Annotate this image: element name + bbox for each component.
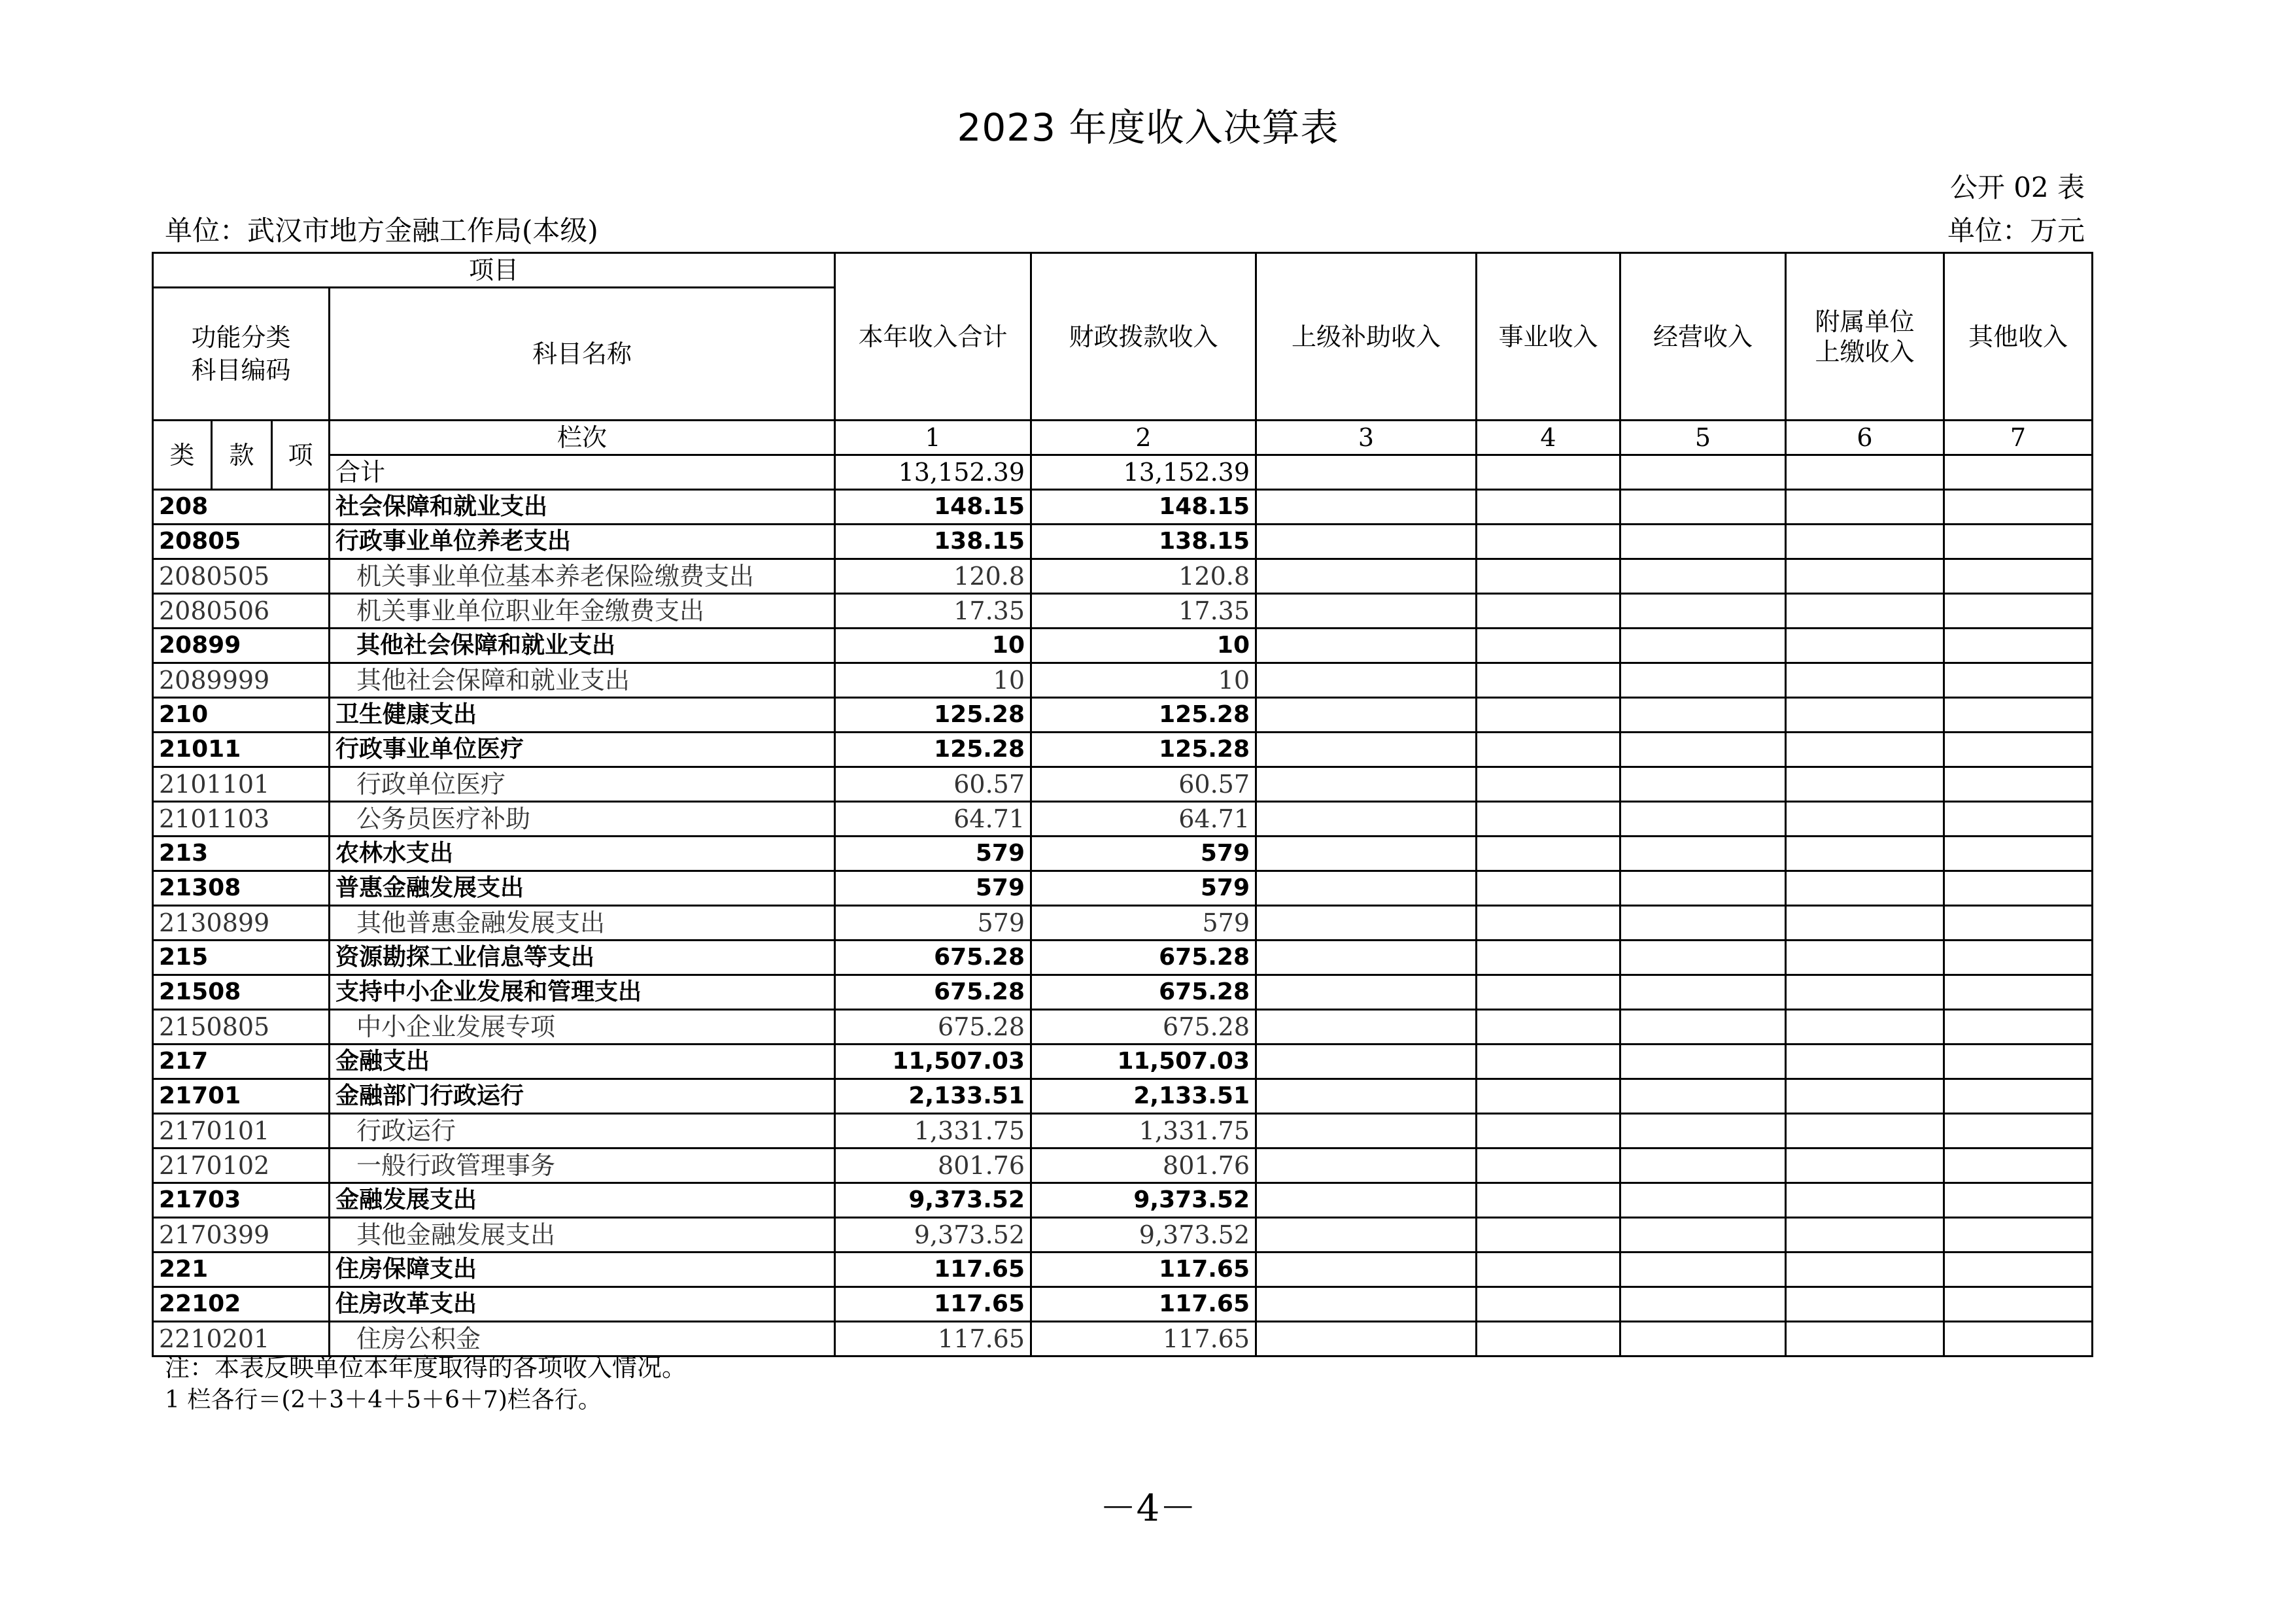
row-code: 213	[153, 837, 330, 871]
row-col-7	[1944, 698, 2093, 733]
row-name: 其他金融发展支出	[330, 1218, 835, 1253]
row-col-1: 801.76	[835, 1149, 1031, 1183]
row-col-7	[1944, 733, 2093, 767]
row-col-2: 64.71	[1031, 802, 1256, 837]
row-col-5	[1620, 975, 1786, 1010]
table-row	[153, 1010, 2093, 1045]
row-col-3	[1256, 871, 1477, 906]
row-col-2: 60.57	[1031, 767, 1256, 802]
table-row	[153, 525, 2093, 559]
header-col-5: 经营收入	[1620, 253, 1786, 421]
table-row	[153, 941, 2093, 975]
header-col-1: 本年收入合计	[835, 253, 1031, 421]
row-code: 21308	[153, 871, 330, 906]
row-col-5	[1620, 871, 1786, 906]
total-col-2: 13,152.39	[1031, 455, 1256, 490]
row-col-2: 125.28	[1031, 698, 1256, 733]
row-col-5	[1620, 802, 1786, 837]
row-col-3	[1256, 767, 1477, 802]
table-row	[153, 1287, 2093, 1322]
row-code: 2080506	[153, 594, 330, 629]
table-row	[153, 733, 2093, 767]
page-number: －4－	[1099, 1487, 1197, 1530]
row-col-3	[1256, 1010, 1477, 1045]
row-col-4	[1477, 1114, 1620, 1149]
row-col-5	[1620, 1322, 1786, 1356]
row-col-1: 9,373.52	[835, 1218, 1031, 1253]
row-col-7	[1944, 1010, 2093, 1045]
row-col-3	[1256, 594, 1477, 629]
row-col-3	[1256, 663, 1477, 698]
row-col-1: 10	[835, 629, 1031, 663]
income-table	[152, 252, 2093, 1357]
row-name: 行政事业单位养老支出	[330, 525, 835, 559]
row-col-5	[1620, 1149, 1786, 1183]
row-col-6	[1786, 733, 1944, 767]
row-name: 金融支出	[330, 1045, 835, 1079]
row-col-7	[1944, 1322, 2093, 1356]
row-col-2: 117.65	[1031, 1253, 1256, 1287]
row-col-1: 125.28	[835, 698, 1031, 733]
row-col-5	[1620, 663, 1786, 698]
row-col-7	[1944, 559, 2093, 594]
row-col-4	[1477, 1322, 1620, 1356]
row-col-6	[1786, 1218, 1944, 1253]
note-line-1: 注：本表反映单位本年度取得的各项收入情况。	[165, 1353, 687, 1382]
col-num-6: 6	[1786, 421, 1944, 455]
row-col-2: 17.35	[1031, 594, 1256, 629]
table-row	[153, 1218, 2093, 1253]
row-code: 2170399	[153, 1218, 330, 1253]
row-col-3	[1256, 1322, 1477, 1356]
row-col-5	[1620, 906, 1786, 941]
unit-organization: 单位：武汉市地方金融工作局(本级)	[165, 215, 598, 247]
row-name: 机关事业单位职业年金缴费支出	[330, 594, 835, 629]
row-col-7	[1944, 906, 2093, 941]
row-name: 住房保障支出	[330, 1253, 835, 1287]
row-col-2: 117.65	[1031, 1287, 1256, 1322]
row-code: 221	[153, 1253, 330, 1287]
table-row	[153, 1253, 2093, 1287]
row-col-7	[1944, 1183, 2093, 1218]
table-row	[153, 490, 2093, 525]
row-col-2: 148.15	[1031, 490, 1256, 525]
row-col-1: 675.28	[835, 975, 1031, 1010]
row-col-5	[1620, 490, 1786, 525]
row-name: 行政运行	[330, 1114, 835, 1149]
table-row	[153, 802, 2093, 837]
row-code: 2101101	[153, 767, 330, 802]
row-col-1: 148.15	[835, 490, 1031, 525]
row-col-2: 675.28	[1031, 1010, 1256, 1045]
row-col-6	[1786, 871, 1944, 906]
unit-currency: 单位：万元	[1947, 215, 2085, 247]
table-row	[153, 837, 2093, 871]
row-col-4	[1477, 490, 1620, 525]
row-col-5	[1620, 1218, 1786, 1253]
row-col-1: 2,133.51	[835, 1079, 1031, 1114]
header-lanci: 栏次	[330, 421, 835, 455]
row-col-1: 10	[835, 663, 1031, 698]
row-col-3	[1256, 975, 1477, 1010]
row-col-3	[1256, 698, 1477, 733]
row-col-5	[1620, 629, 1786, 663]
total-col-5	[1620, 455, 1786, 490]
row-col-7	[1944, 871, 2093, 906]
row-code: 217	[153, 1045, 330, 1079]
row-col-7	[1944, 941, 2093, 975]
row-col-2: 138.15	[1031, 525, 1256, 559]
row-name: 机关事业单位基本养老保险缴费支出	[330, 559, 835, 594]
row-code: 215	[153, 941, 330, 975]
row-col-4	[1477, 559, 1620, 594]
row-code: 2130899	[153, 906, 330, 941]
row-code: 21508	[153, 975, 330, 1010]
row-col-3	[1256, 1287, 1477, 1322]
row-col-3	[1256, 559, 1477, 594]
header-xiang: 项	[272, 421, 330, 490]
row-col-2: 675.28	[1031, 941, 1256, 975]
row-code: 208	[153, 490, 330, 525]
row-col-2: 10	[1031, 663, 1256, 698]
row-col-4	[1477, 1218, 1620, 1253]
row-name: 金融发展支出	[330, 1183, 835, 1218]
total-col-7	[1944, 455, 2093, 490]
col-num-2: 2	[1031, 421, 1256, 455]
row-col-6	[1786, 559, 1944, 594]
row-col-7	[1944, 525, 2093, 559]
row-col-7	[1944, 594, 2093, 629]
row-col-4	[1477, 837, 1620, 871]
row-col-6	[1786, 1114, 1944, 1149]
row-col-1: 17.35	[835, 594, 1031, 629]
total-col-1: 13,152.39	[835, 455, 1031, 490]
row-col-1: 60.57	[835, 767, 1031, 802]
row-col-6	[1786, 1322, 1944, 1356]
table-row	[153, 1079, 2093, 1114]
row-col-7	[1944, 1253, 2093, 1287]
row-col-3	[1256, 1045, 1477, 1079]
row-col-7	[1944, 1079, 2093, 1114]
total-col-4	[1477, 455, 1620, 490]
header-kuan: 款	[212, 421, 272, 490]
table-row	[153, 975, 2093, 1010]
row-name: 卫生健康支出	[330, 698, 835, 733]
row-col-5	[1620, 941, 1786, 975]
row-code: 2101103	[153, 802, 330, 837]
row-col-3	[1256, 1114, 1477, 1149]
row-col-4	[1477, 1045, 1620, 1079]
row-col-1: 579	[835, 871, 1031, 906]
header-col-2: 财政拨款收入	[1031, 253, 1256, 421]
row-col-3	[1256, 1218, 1477, 1253]
row-col-4	[1477, 1253, 1620, 1287]
row-name: 公务员医疗补助	[330, 802, 835, 837]
row-code: 210	[153, 698, 330, 733]
row-col-4	[1477, 1010, 1620, 1045]
row-name: 一般行政管理事务	[330, 1149, 835, 1183]
row-col-4	[1477, 733, 1620, 767]
row-col-6	[1786, 906, 1944, 941]
row-col-4	[1477, 1183, 1620, 1218]
row-col-6	[1786, 1183, 1944, 1218]
row-col-2: 10	[1031, 629, 1256, 663]
header-col-6: 附属单位 上缴收入	[1786, 253, 1944, 421]
row-col-7	[1944, 663, 2093, 698]
row-col-7	[1944, 837, 2093, 871]
row-col-1: 675.28	[835, 941, 1031, 975]
row-code: 2210201	[153, 1322, 330, 1356]
table-row	[153, 629, 2093, 663]
table-row	[153, 698, 2093, 733]
table-row	[153, 767, 2093, 802]
row-col-5	[1620, 1010, 1786, 1045]
col-num-5: 5	[1620, 421, 1786, 455]
table-row	[153, 1149, 2093, 1183]
row-col-1: 117.65	[835, 1322, 1031, 1356]
row-col-5	[1620, 1287, 1786, 1322]
row-col-3	[1256, 1149, 1477, 1183]
row-col-2: 117.65	[1031, 1322, 1256, 1356]
row-name: 其他普惠金融发展支出	[330, 906, 835, 941]
row-col-6	[1786, 698, 1944, 733]
row-col-1: 125.28	[835, 733, 1031, 767]
table-row	[153, 559, 2093, 594]
row-col-4	[1477, 525, 1620, 559]
row-col-1: 9,373.52	[835, 1183, 1031, 1218]
row-col-5	[1620, 1045, 1786, 1079]
header-col-7: 其他收入	[1944, 253, 2093, 421]
row-col-3	[1256, 906, 1477, 941]
row-code: 2170102	[153, 1149, 330, 1183]
row-code: 21011	[153, 733, 330, 767]
row-col-6	[1786, 975, 1944, 1010]
row-col-2: 579	[1031, 837, 1256, 871]
row-col-6	[1786, 1045, 1944, 1079]
row-col-5	[1620, 767, 1786, 802]
row-name: 金融部门行政运行	[330, 1079, 835, 1114]
row-col-3	[1256, 525, 1477, 559]
row-col-6	[1786, 802, 1944, 837]
row-col-1: 117.65	[835, 1253, 1031, 1287]
row-col-1: 138.15	[835, 525, 1031, 559]
row-col-4	[1477, 871, 1620, 906]
row-col-3	[1256, 1253, 1477, 1287]
row-col-7	[1944, 1149, 2093, 1183]
row-code: 2080505	[153, 559, 330, 594]
col-num-1: 1	[835, 421, 1031, 455]
form-number: 公开 02 表	[1949, 171, 2085, 203]
row-col-4	[1477, 594, 1620, 629]
table-row	[153, 871, 2093, 906]
row-col-6	[1786, 1079, 1944, 1114]
row-col-2: 120.8	[1031, 559, 1256, 594]
row-code: 20805	[153, 525, 330, 559]
row-col-6	[1786, 767, 1944, 802]
header-col-3: 上级补助收入	[1256, 253, 1477, 421]
row-col-2: 11,507.03	[1031, 1045, 1256, 1079]
row-col-5	[1620, 733, 1786, 767]
row-col-5	[1620, 1079, 1786, 1114]
row-code: 2089999	[153, 663, 330, 698]
row-col-2: 2,133.51	[1031, 1079, 1256, 1114]
row-col-1: 11,507.03	[835, 1045, 1031, 1079]
row-col-4	[1477, 1287, 1620, 1322]
row-col-4	[1477, 663, 1620, 698]
row-name: 资源勘探工业信息等支出	[330, 941, 835, 975]
col-num-4: 4	[1477, 421, 1620, 455]
row-col-6	[1786, 1287, 1944, 1322]
row-name: 社会保障和就业支出	[330, 490, 835, 525]
row-col-2: 1,331.75	[1031, 1114, 1256, 1149]
row-col-6	[1786, 594, 1944, 629]
row-col-1: 579	[835, 906, 1031, 941]
row-code: 22102	[153, 1287, 330, 1322]
row-name: 中小企业发展专项	[330, 1010, 835, 1045]
row-col-6	[1786, 1253, 1944, 1287]
row-col-5	[1620, 525, 1786, 559]
header-func-code: 功能分类 科目编码	[153, 288, 330, 421]
row-code: 20899	[153, 629, 330, 663]
table-row	[153, 1183, 2093, 1218]
row-col-6	[1786, 490, 1944, 525]
row-col-4	[1477, 975, 1620, 1010]
row-col-6	[1786, 525, 1944, 559]
row-col-4	[1477, 1079, 1620, 1114]
table-row	[153, 594, 2093, 629]
row-col-3	[1256, 941, 1477, 975]
row-col-6	[1786, 629, 1944, 663]
row-name: 住房改革支出	[330, 1287, 835, 1322]
table-row	[153, 1114, 2093, 1149]
row-col-2: 675.28	[1031, 975, 1256, 1010]
row-name: 住房公积金	[330, 1322, 835, 1356]
row-col-3	[1256, 733, 1477, 767]
row-col-5	[1620, 837, 1786, 871]
row-col-4	[1477, 802, 1620, 837]
total-label: 合计	[330, 455, 835, 490]
row-col-5	[1620, 1183, 1786, 1218]
row-col-2: 9,373.52	[1031, 1183, 1256, 1218]
row-col-1: 64.71	[835, 802, 1031, 837]
row-col-6	[1786, 1010, 1944, 1045]
row-name: 其他社会保障和就业支出	[330, 629, 835, 663]
row-col-3	[1256, 837, 1477, 871]
table-row	[153, 1045, 2093, 1079]
row-name: 农林水支出	[330, 837, 835, 871]
row-col-1: 675.28	[835, 1010, 1031, 1045]
row-col-7	[1944, 767, 2093, 802]
row-col-2: 9,373.52	[1031, 1218, 1256, 1253]
row-col-7	[1944, 1287, 2093, 1322]
row-col-4	[1477, 767, 1620, 802]
table-row	[153, 663, 2093, 698]
total-col-6	[1786, 455, 1944, 490]
row-col-3	[1256, 802, 1477, 837]
row-col-5	[1620, 698, 1786, 733]
row-col-1: 117.65	[835, 1287, 1031, 1322]
row-col-1: 579	[835, 837, 1031, 871]
row-name: 支持中小企业发展和管理支出	[330, 975, 835, 1010]
row-code: 21703	[153, 1183, 330, 1218]
row-name: 普惠金融发展支出	[330, 871, 835, 906]
row-col-3	[1256, 490, 1477, 525]
note-line-2: 1 栏各行＝(2＋3＋4＋5＋6＋7)栏各行。	[165, 1387, 602, 1413]
row-col-5	[1620, 594, 1786, 629]
header-subject-name: 科目名称	[330, 288, 835, 421]
row-col-6	[1786, 663, 1944, 698]
total-col-3	[1256, 455, 1477, 490]
row-col-1: 1,331.75	[835, 1114, 1031, 1149]
row-col-2: 801.76	[1031, 1149, 1256, 1183]
row-col-4	[1477, 941, 1620, 975]
row-name: 行政单位医疗	[330, 767, 835, 802]
row-col-7	[1944, 1045, 2093, 1079]
row-col-1: 120.8	[835, 559, 1031, 594]
row-col-7	[1944, 1114, 2093, 1149]
row-col-4	[1477, 629, 1620, 663]
row-col-6	[1786, 837, 1944, 871]
row-col-5	[1620, 559, 1786, 594]
row-code: 2150805	[153, 1010, 330, 1045]
col-num-7: 7	[1944, 421, 2093, 455]
row-col-2: 579	[1031, 906, 1256, 941]
row-col-3	[1256, 1183, 1477, 1218]
header-project: 项目	[153, 253, 835, 288]
row-col-7	[1944, 802, 2093, 837]
row-code: 21701	[153, 1079, 330, 1114]
row-col-4	[1477, 1149, 1620, 1183]
row-name: 行政事业单位医疗	[330, 733, 835, 767]
page-title: 2023 年度收入决算表	[957, 105, 1339, 150]
row-col-3	[1256, 1079, 1477, 1114]
row-col-5	[1620, 1253, 1786, 1287]
row-col-7	[1944, 1218, 2093, 1253]
row-col-7	[1944, 490, 2093, 525]
row-col-4	[1477, 906, 1620, 941]
row-col-7	[1944, 629, 2093, 663]
row-col-2: 125.28	[1031, 733, 1256, 767]
header-col-4: 事业收入	[1477, 253, 1620, 421]
row-col-4	[1477, 698, 1620, 733]
row-col-6	[1786, 1149, 1944, 1183]
table-row	[153, 906, 2093, 941]
row-col-2: 579	[1031, 871, 1256, 906]
row-name: 其他社会保障和就业支出	[330, 663, 835, 698]
row-col-5	[1620, 1114, 1786, 1149]
row-col-6	[1786, 941, 1944, 975]
col-num-3: 3	[1256, 421, 1477, 455]
header-lei: 类	[153, 421, 212, 490]
row-col-7	[1944, 975, 2093, 1010]
row-code: 2170101	[153, 1114, 330, 1149]
row-col-3	[1256, 629, 1477, 663]
